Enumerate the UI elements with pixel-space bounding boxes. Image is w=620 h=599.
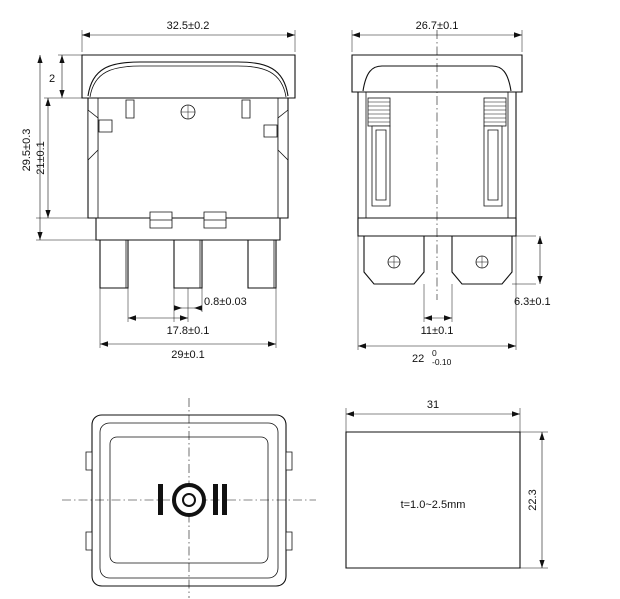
arrow-body-height-top — [45, 98, 50, 106]
arrow-cutout-height-bottom — [539, 560, 544, 568]
arrow-side-term-width-top — [537, 236, 542, 244]
dim-side-body-width-tol-upper: 0 — [432, 348, 437, 358]
arrow-side-width-right — [514, 32, 522, 38]
arrow-bezel-top — [59, 55, 64, 63]
arrow-term-thickness-right — [194, 305, 202, 311]
dim-term-pitch-label: 17.8±0.1 — [166, 325, 210, 337]
arrow-front-width-left — [82, 32, 90, 38]
front-slot-left — [126, 100, 134, 118]
arrow-cutout-width-left — [346, 411, 354, 417]
rocker-marking-on — [158, 484, 163, 515]
dim-cutout-width-label: 31 — [426, 399, 440, 411]
front-terminal-2 — [174, 240, 202, 288]
panel-cutout-view — [346, 399, 548, 568]
top-nub-left-upper — [86, 452, 92, 470]
front-terminal-3 — [248, 240, 276, 288]
arrow-cutout-width-right — [512, 411, 520, 417]
arrow-side-term-pitch-right — [444, 315, 452, 321]
arrow-side-width-left — [352, 32, 360, 38]
top-nub-right-upper — [286, 452, 292, 470]
front-terminal-base — [96, 218, 280, 240]
arrow-bezel-bottom — [59, 90, 64, 98]
arrow-body-height-bottom — [45, 210, 50, 218]
arrow-cutout-height-top — [539, 432, 544, 440]
side-channel-left-inner — [376, 130, 386, 200]
front-terminal-1 — [100, 240, 128, 288]
dim-side-term-pitch-label: 11±0.1 — [420, 325, 454, 337]
top-view — [62, 398, 316, 598]
dim-bezel-label: 2 — [49, 73, 56, 85]
dim-side-term-width-label: 6.3±0.1 — [514, 296, 551, 308]
arrow-side-body-width-left — [358, 343, 366, 349]
arrow-overall-height-top — [37, 55, 42, 63]
arrow-overall-height-bottom — [37, 232, 42, 240]
top-nub-left-lower — [86, 532, 92, 550]
arrow-front-body-width-left — [100, 341, 108, 347]
arrow-side-term-pitch-left — [424, 315, 432, 321]
dim-overall-height-label: 29.5±0.3 — [21, 128, 33, 172]
arrow-term-thickness-left — [174, 305, 182, 311]
arrow-side-term-width-bottom — [537, 276, 542, 284]
side-view — [352, 20, 551, 367]
front-slot-right — [242, 100, 250, 118]
arrow-front-body-width-right — [268, 341, 276, 347]
dim-body-height-label: 21±0.1 — [35, 141, 47, 175]
arrow-term-pitch-left — [128, 315, 136, 321]
front-tab-right — [264, 125, 277, 137]
panel-thickness-note: t=1.0~2.5mm — [400, 499, 466, 511]
front-tab-left — [99, 120, 112, 132]
dim-front-width-label: 32.5±0.2 — [166, 20, 210, 32]
dim-term-thickness-label: 0.8±0.03 — [204, 296, 247, 308]
dim-side-body-width-tol-lower: -0.10 — [432, 357, 452, 367]
rocker-marking-indicator — [174, 485, 204, 515]
arrow-side-body-width-right — [508, 343, 516, 349]
side-channel-right-inner — [488, 130, 498, 200]
side-rib-right — [484, 98, 506, 126]
arrow-front-width-right — [287, 32, 295, 38]
front-view — [21, 20, 295, 361]
dim-cutout-height-label: 22.3 — [527, 489, 539, 511]
arrow-term-pitch-right — [180, 315, 188, 321]
top-nub-right-lower — [286, 532, 292, 550]
side-rib-left — [368, 98, 390, 126]
dim-side-width-label: 26.7±0.1 — [415, 20, 459, 32]
dim-side-body-width-label: 22 — [412, 353, 425, 365]
dim-front-body-width-label: 29±0.1 — [171, 349, 205, 361]
